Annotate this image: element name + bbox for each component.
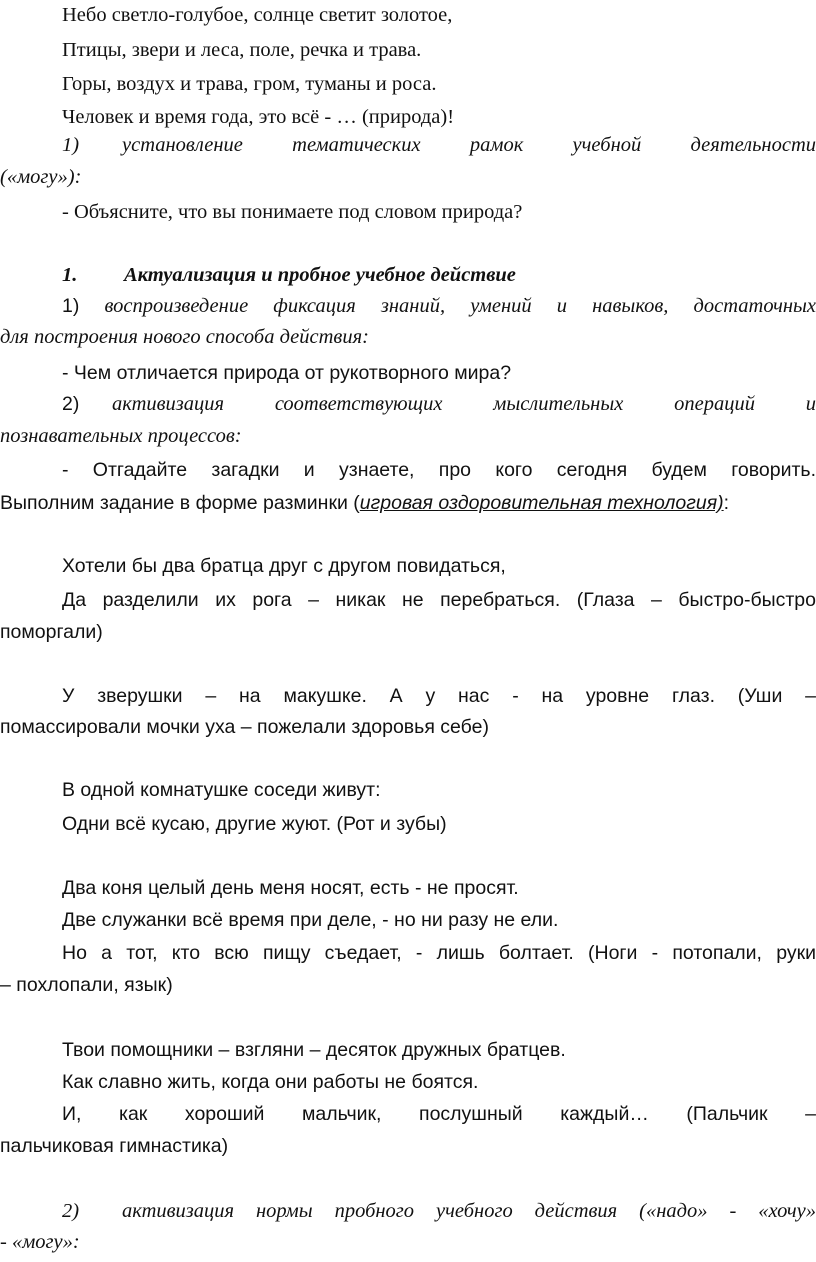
riddles-intro-line-a: - Отгадайте загадки и узнаете, про кого сегодня будем говорить. (62, 459, 816, 481)
sub-1-line-b: для построения нового способа действия: (0, 326, 369, 348)
sub-2-text-a: активизация соответствующих мыслительных операций и (112, 393, 816, 415)
riddle-1-line-3: поморгали) (0, 621, 103, 643)
poem-line-4: Человек и время года, это всё - … (природа)! (62, 106, 455, 128)
sub-1-text-a: воспроизведение фиксация знаний, умений и навыков, достаточных (79, 295, 816, 317)
question-nature: - Объясните, что вы понимаете под словом природа? (62, 201, 523, 223)
section-1-title: Актуализация и пробное учебное действие (124, 264, 516, 286)
sub-2-line-b: познавательных процессов: (0, 425, 242, 447)
item-2-line-b: - «могу»: (0, 1231, 80, 1253)
sub-1-line-a (62, 293, 816, 319)
riddle-3-line-2: Одни всё кусаю, другие жуют. (Рот и зубы) (62, 813, 447, 835)
riddle-1-line-1: Хотели бы два братца друг с другом повидаться, (62, 555, 506, 577)
riddle-4-line-3: Но а тот, кто всю пищу съедает, - лишь болтает. (Ноги - потопали, руки (62, 942, 816, 964)
riddle-2-line-2: помассировали мочки уха – пожелали здоровья себе) (0, 716, 489, 738)
question-difference: - Чем отличается природа от рукотворного мира? (62, 362, 512, 384)
riddles-intro-line-b (0, 490, 816, 516)
item-2-number: 2) (62, 1200, 80, 1222)
item-1-number: 1) (62, 134, 80, 156)
item-1-text-a: установление тематических рамок учебной деятельности (122, 134, 816, 156)
riddles-intro-colon: : (723, 492, 730, 514)
item-1-line-a (62, 132, 816, 158)
sub-1-number: 1) (62, 295, 80, 317)
sub-2-line-a (62, 391, 816, 417)
item-2-line-a (62, 1198, 816, 1224)
riddle-3-line-1: В одной комнатушке соседи живут: (62, 779, 381, 801)
riddles-intro-text: Выполним задание в форме разминки ( (0, 492, 360, 514)
item-2-text-a: активизация нормы пробного учебного действия («надо» - «хочу» (122, 1200, 816, 1222)
riddle-5-line-2: Как славно жить, когда они работы не боятся. (62, 1071, 479, 1093)
riddle-2-line-1: У зверушки – на макушке. А у нас - на уровне глаз. (Уши – (62, 685, 816, 707)
poem-line-3: Горы, воздух и трава, гром, туманы и роса. (62, 73, 437, 95)
riddle-5-line-1: Твои помощники – взгляни – десяток дружных братцев. (62, 1039, 566, 1061)
section-1-heading (62, 262, 816, 288)
riddle-4-line-1: Два коня целый день меня носят, есть - не просят. (62, 877, 519, 899)
riddle-4-line-2: Две служанки всё время при деле, - но ни разу не ели. (62, 909, 559, 931)
section-1-number: 1. (62, 264, 78, 286)
riddle-5-line-3: И, как хороший мальчик, послушный каждый… (Пальчик – (62, 1103, 816, 1125)
riddle-4-line-4: – похлопали, язык) (0, 974, 173, 996)
item-1-line-b: («могу»): (0, 166, 82, 188)
sub-2-number: 2) (62, 393, 80, 415)
technology-link: игровая оздоровительная технология) (359, 492, 724, 514)
riddle-1-line-2: Да разделили их рога – никак не перебраться. (Глаза – быстро-быстро (62, 589, 816, 611)
poem-line-1: Небо светло-голубое, солнце светит золотое, (62, 4, 453, 26)
riddle-5-line-4: пальчиковая гимнастика) (0, 1135, 229, 1157)
poem-line-2: Птицы, звери и леса, поле, речка и трава. (62, 39, 422, 61)
